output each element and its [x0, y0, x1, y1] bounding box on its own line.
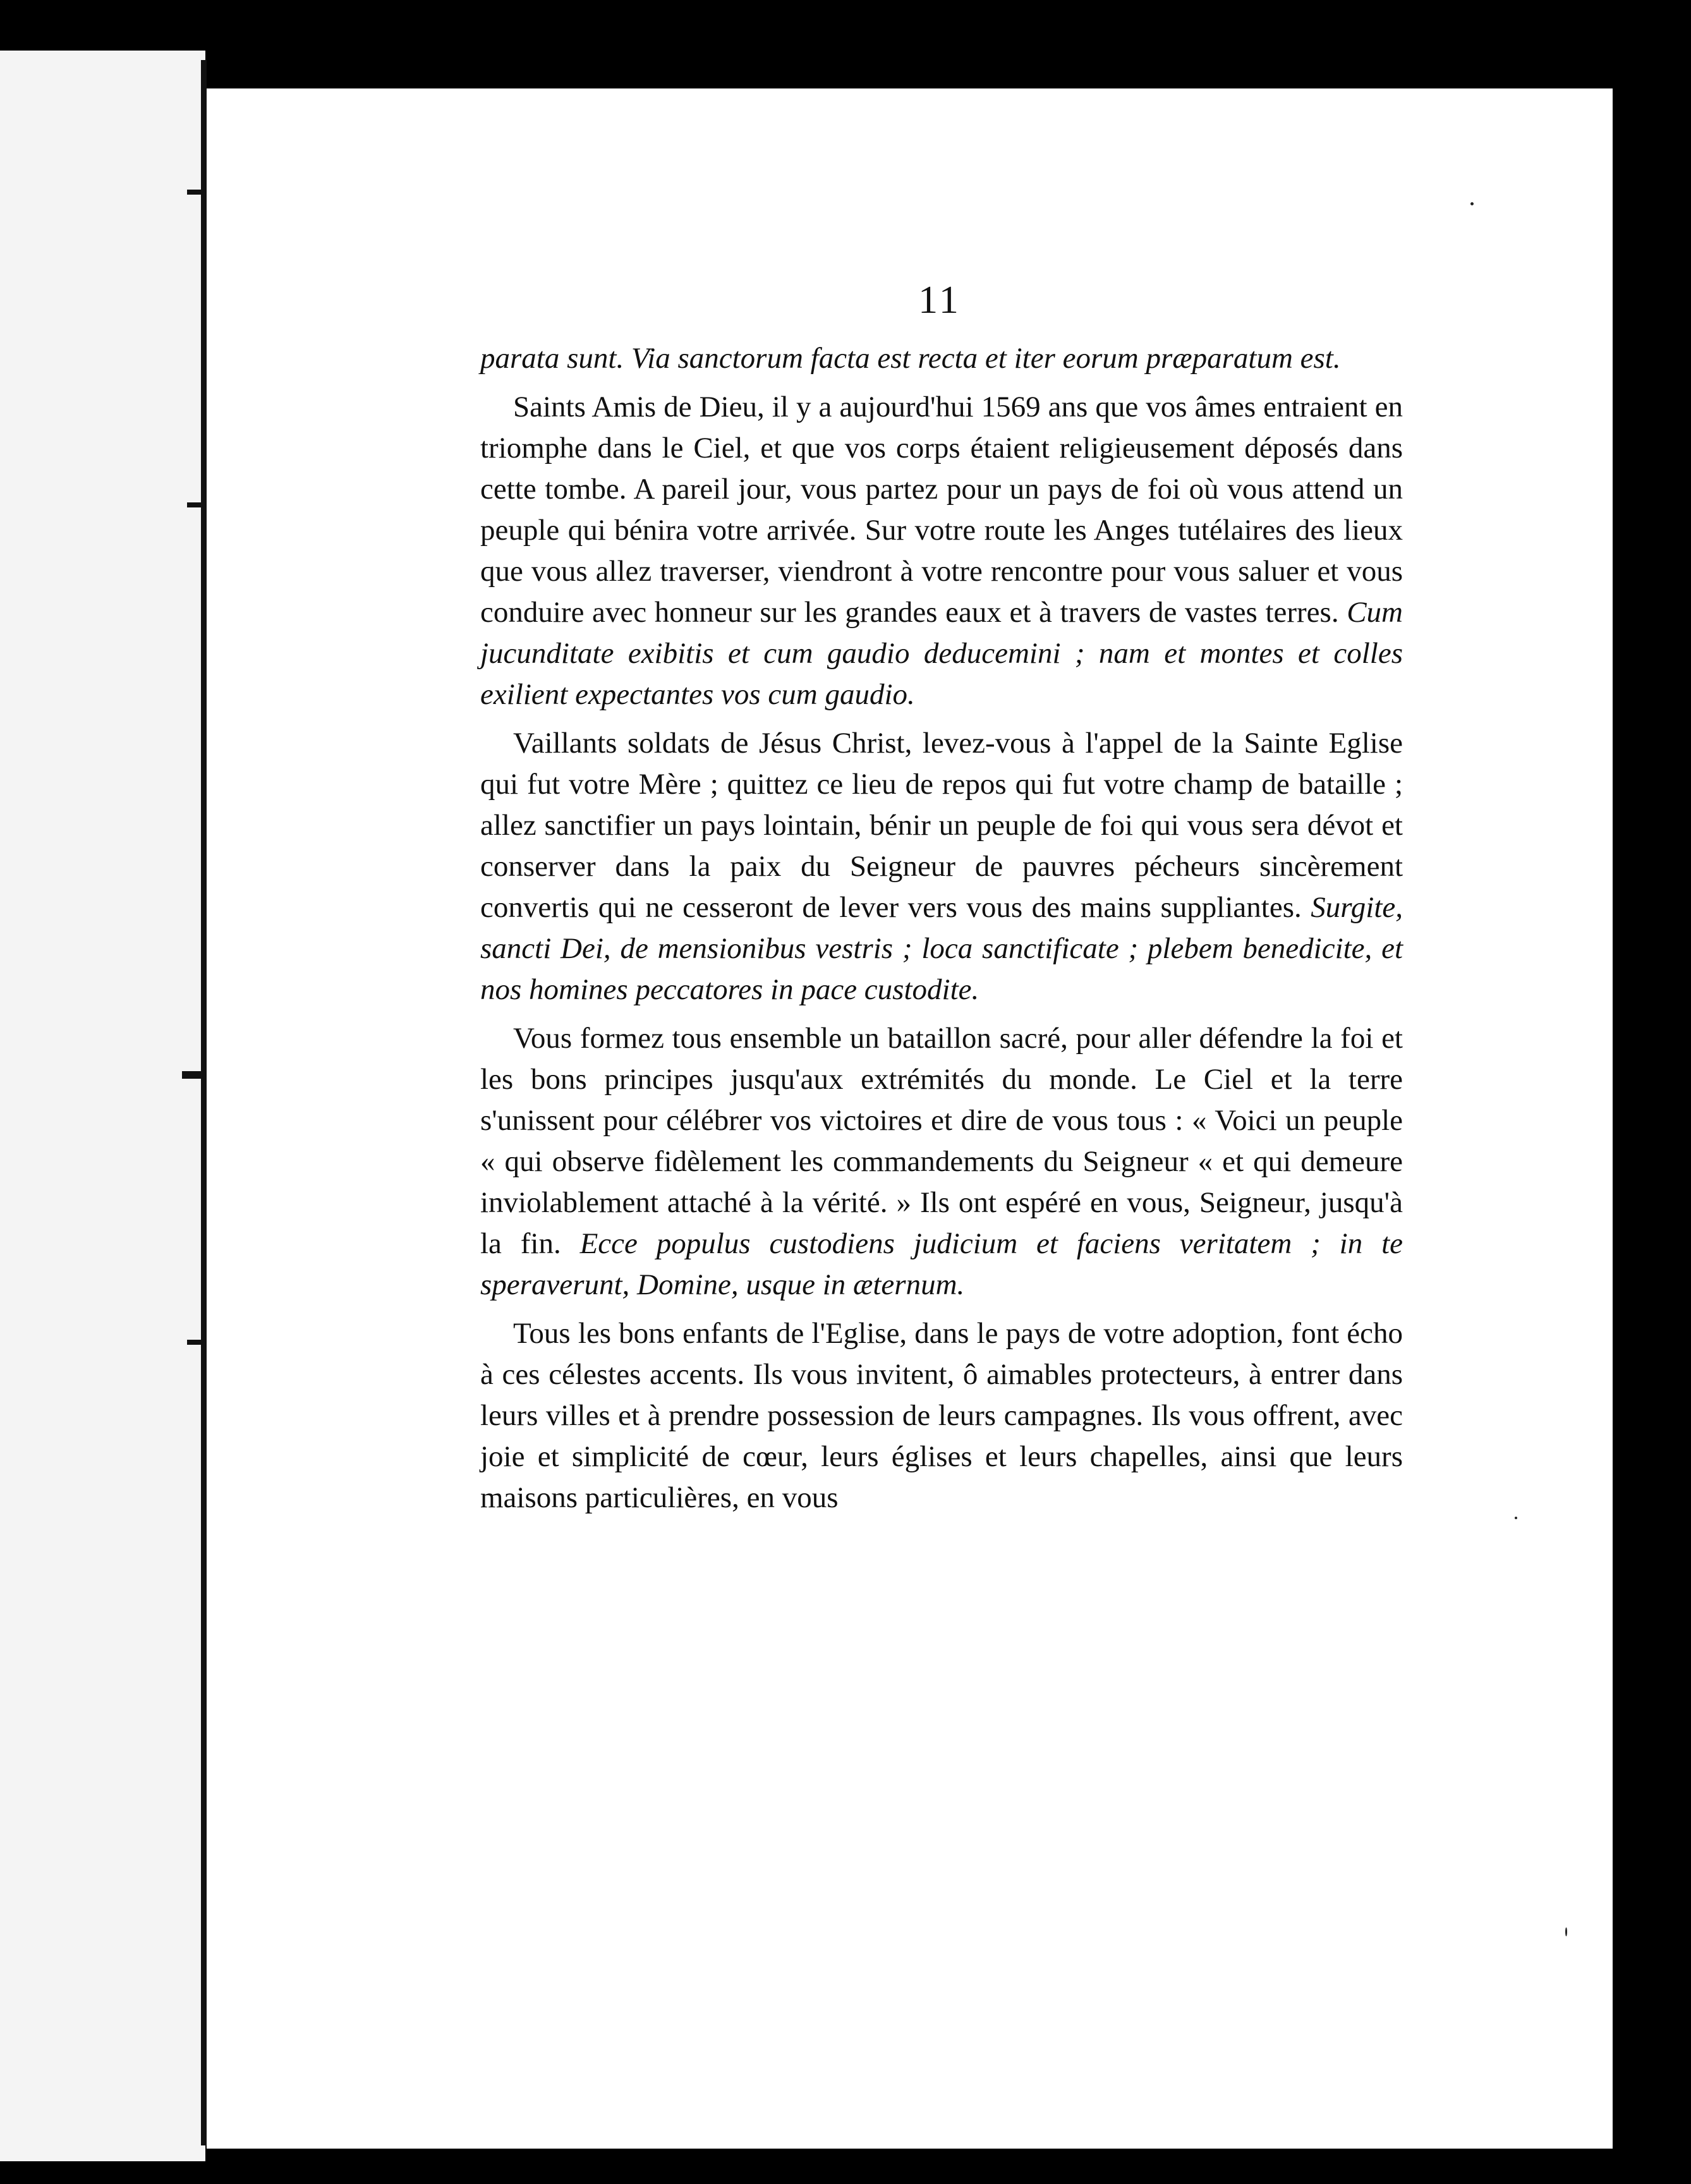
facing-page-edge [0, 51, 205, 2161]
paragraph-text: Vous formez tous ensemble un bataillon sacré, pour aller défendre la foi et les bons principes jusqu'aux extrémités du monde. Le Ciel et la terre s'unissent pour célébrer vos victoires et dire de vous tous : « Voici un peuple « qui observe fidèlement les commandements du Seigneur « et qui demeure inviolablement attaché à la vérité. » Ils ont espéré en vous, Seigneur, jusqu'à la fin. [480, 1022, 1403, 1260]
latin-quotation: Ecce populus custodiens judicium et faciens veritatem ; in te speraverunt, Domine, usque in æternum. [480, 1227, 1403, 1301]
page-body-text [480, 338, 1403, 1526]
latin-quotation: Cum jucunditate exibitis et cum gaudio deducemini ; nam et montes et colles exilient expectantes vos cum gaudio. [480, 596, 1403, 711]
paragraph-text: Tous les bons enfants de l'Eglise, dans le pays de votre adoption, font écho à ces célestes accents. Ils vous invitent, ô aimables protecteurs, à entrer dans leurs villes et à prendre possession de leurs campagnes. Ils vous offrent, avec joie et simplicité de cœur, leurs églises et leurs chapelles, ainsi que leurs maisons particulières, en vous [480, 1317, 1403, 1514]
page-number: 11 [918, 279, 961, 322]
paper-speck [1515, 1517, 1517, 1519]
paragraph [480, 1018, 1403, 1306]
paragraph [480, 723, 1403, 1010]
paragraph-text: Vaillants soldats de Jésus Christ, levez-vous à l'appel de la Sainte Eglise qui fut votre Mère ; quittez ce lieu de repos qui fut votre champ de bataille ; allez sanctifier un pays lointain, bénir un peuple de foi qui vous sera dévot et conserver dans la paix du Seigneur de pauvres pécheurs sincèrement convertis qui ne cesseront de lever vers vous des mains suppliantes. [480, 727, 1403, 924]
paragraph-text: Saints Amis de Dieu, il y a aujourd'hui 1569 ans que vos âmes entraient en triomphe dans le Ciel, et que vos corps étaient religieusement déposés dans cette tombe. A pareil jour, vous partez pour un pays de foi où vous attend un peuple qui bénira votre arrivée. Sur votre route les Anges tutélaires des lieux que vous allez traverser, viendront à votre rencontre pour vous saluer et vous conduire avec honneur sur les grandes eaux et à travers de vastes terres. [480, 391, 1403, 629]
paragraph [480, 387, 1403, 715]
latin-quotation: parata sunt. Via sanctorum facta est recta et iter eorum præparatum est. [480, 342, 1341, 375]
paragraph [480, 338, 1403, 379]
latin-quotation: Surgite, sancti Dei, de mensionibus vestris ; loca sanctificate ; plebem benedicite, et nos homines peccatores in pace custodite. [480, 891, 1403, 1006]
paper-speck [1565, 1927, 1567, 1936]
paper-speck [1470, 202, 1474, 205]
book-binding-gutter [201, 60, 207, 2145]
paragraph [480, 1313, 1403, 1519]
